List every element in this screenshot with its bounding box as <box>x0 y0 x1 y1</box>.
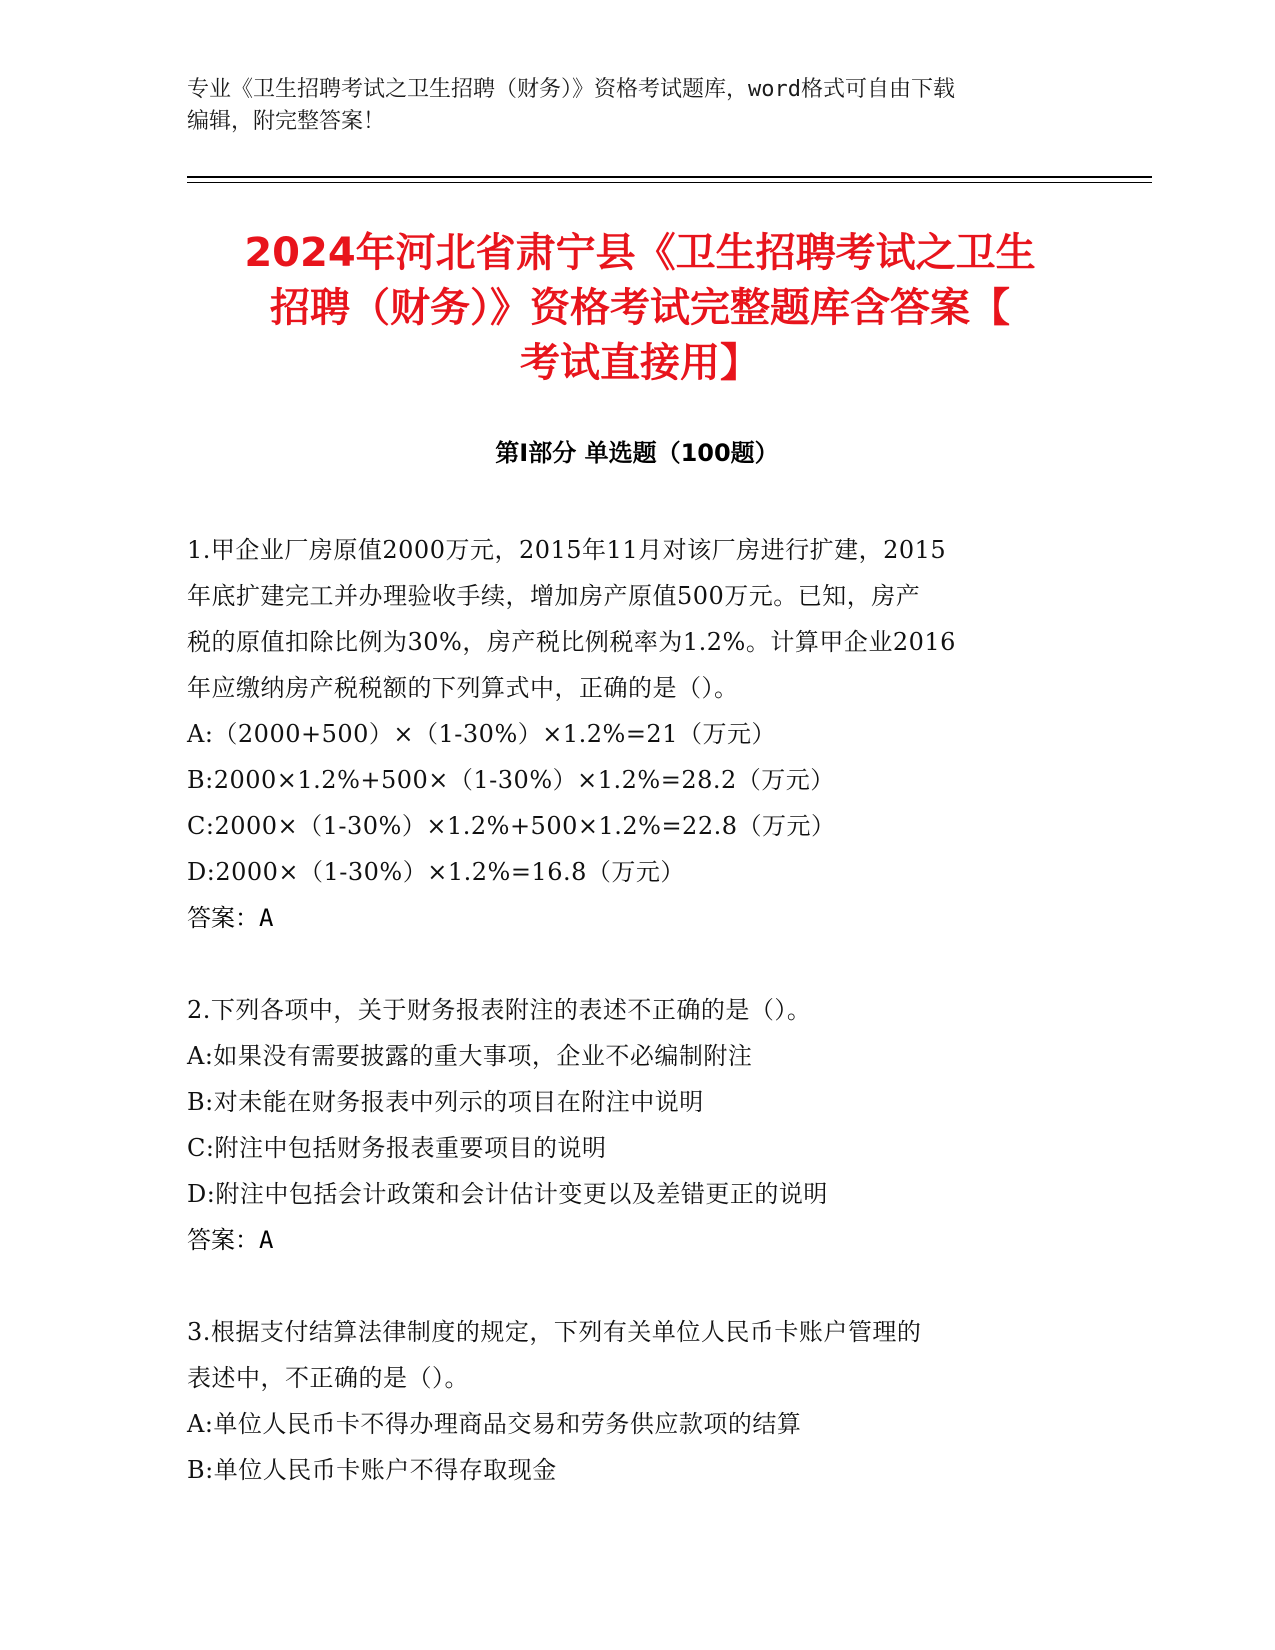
question-1-stem-line-3: 税的原值扣除比例为30%，房产税比例税率为1.2%。计算甲企业2016 <box>187 628 956 656</box>
question-3-stem-line-2: 表述中，不正确的是（）。 <box>187 1364 469 1392</box>
question-2-option-a: A:如果没有需要披露的重大事项，企业不必编制附注 <box>187 1042 753 1070</box>
question-2-option-c: C:附注中包括财务报表重要项目的说明 <box>187 1134 607 1162</box>
header-divider-thin <box>187 182 1152 183</box>
question-1-option-b: B:2000×1.2%+500×（1-30%）×1.2%=28.2（万元） <box>187 766 835 794</box>
document-title-line-2: 招聘（财务）》资格考试完整题库含答案【 <box>270 285 1010 331</box>
question-3 <box>187 1309 1087 1493</box>
question-list <box>187 527 1087 1539</box>
question-3-option-a: A:单位人民币卡不得办理商品交易和劳务供应款项的结算 <box>187 1410 802 1438</box>
question-1-stem-line-4: 年应缴纳房产税税额的下列算式中，正确的是（）。 <box>187 674 739 702</box>
question-1-stem-line-2: 年底扩建完工并办理验收手续，增加房产原值500万元。已知，房产 <box>187 582 921 610</box>
question-1-option-d: D:2000×（1-30%）×1.2%=16.8（万元） <box>187 858 685 886</box>
question-2-stem-line-1: 2.下列各项中，关于财务报表附注的表述不正确的是（）。 <box>187 996 812 1024</box>
question-2-option-b: B:对未能在财务报表中列示的项目在附注中说明 <box>187 1088 704 1116</box>
header-note-line-2: 编辑，附完整答案！ <box>187 109 386 134</box>
question-1-answer <box>187 895 1087 941</box>
question-2-answer <box>187 1217 1087 1263</box>
question-2 <box>187 987 1087 1263</box>
document-title-line-1: 2024年河北省肃宁县《卫生招聘考试之卫生 <box>244 230 1036 276</box>
question-2-answer-label: 答案： <box>187 1226 259 1254</box>
question-1-answer-label: 答案： <box>187 904 259 932</box>
question-1-option-c: C:2000×（1-30%）×1.2%+500×1.2%=22.8（万元） <box>187 812 836 840</box>
question-1-answer-value: A <box>259 904 274 932</box>
document-title-line-3: 考试直接用】 <box>520 340 760 386</box>
question-1-stem-line-1: 1.甲企业厂房原值2000万元，2015年11月对该厂房进行扩建，2015 <box>187 536 947 564</box>
question-2-option-d: D:附注中包括会计政策和会计估计变更以及差错更正的说明 <box>187 1180 828 1208</box>
header-note-line-1: 专业《卫生招聘考试之卫生招聘（财务）》资格考试题库，word格式可自由下载 <box>187 77 955 102</box>
question-3-stem-line-1: 3.根据支付结算法律制度的规定，下列有关单位人民币卡账户管理的 <box>187 1318 922 1346</box>
header-divider-thick <box>187 176 1152 178</box>
question-3-option-b: B:单位人民币卡账户不得存取现金 <box>187 1456 557 1484</box>
document-title <box>160 226 1120 391</box>
question-2-answer-value: A <box>259 1226 274 1254</box>
question-1-option-a: A:（2000+500）×（1-30%）×1.2%=21（万元） <box>187 720 776 748</box>
header-note <box>187 74 1067 138</box>
section-heading: 第Ⅰ部分 单选题（100题） <box>495 439 779 467</box>
question-1 <box>187 527 1087 941</box>
